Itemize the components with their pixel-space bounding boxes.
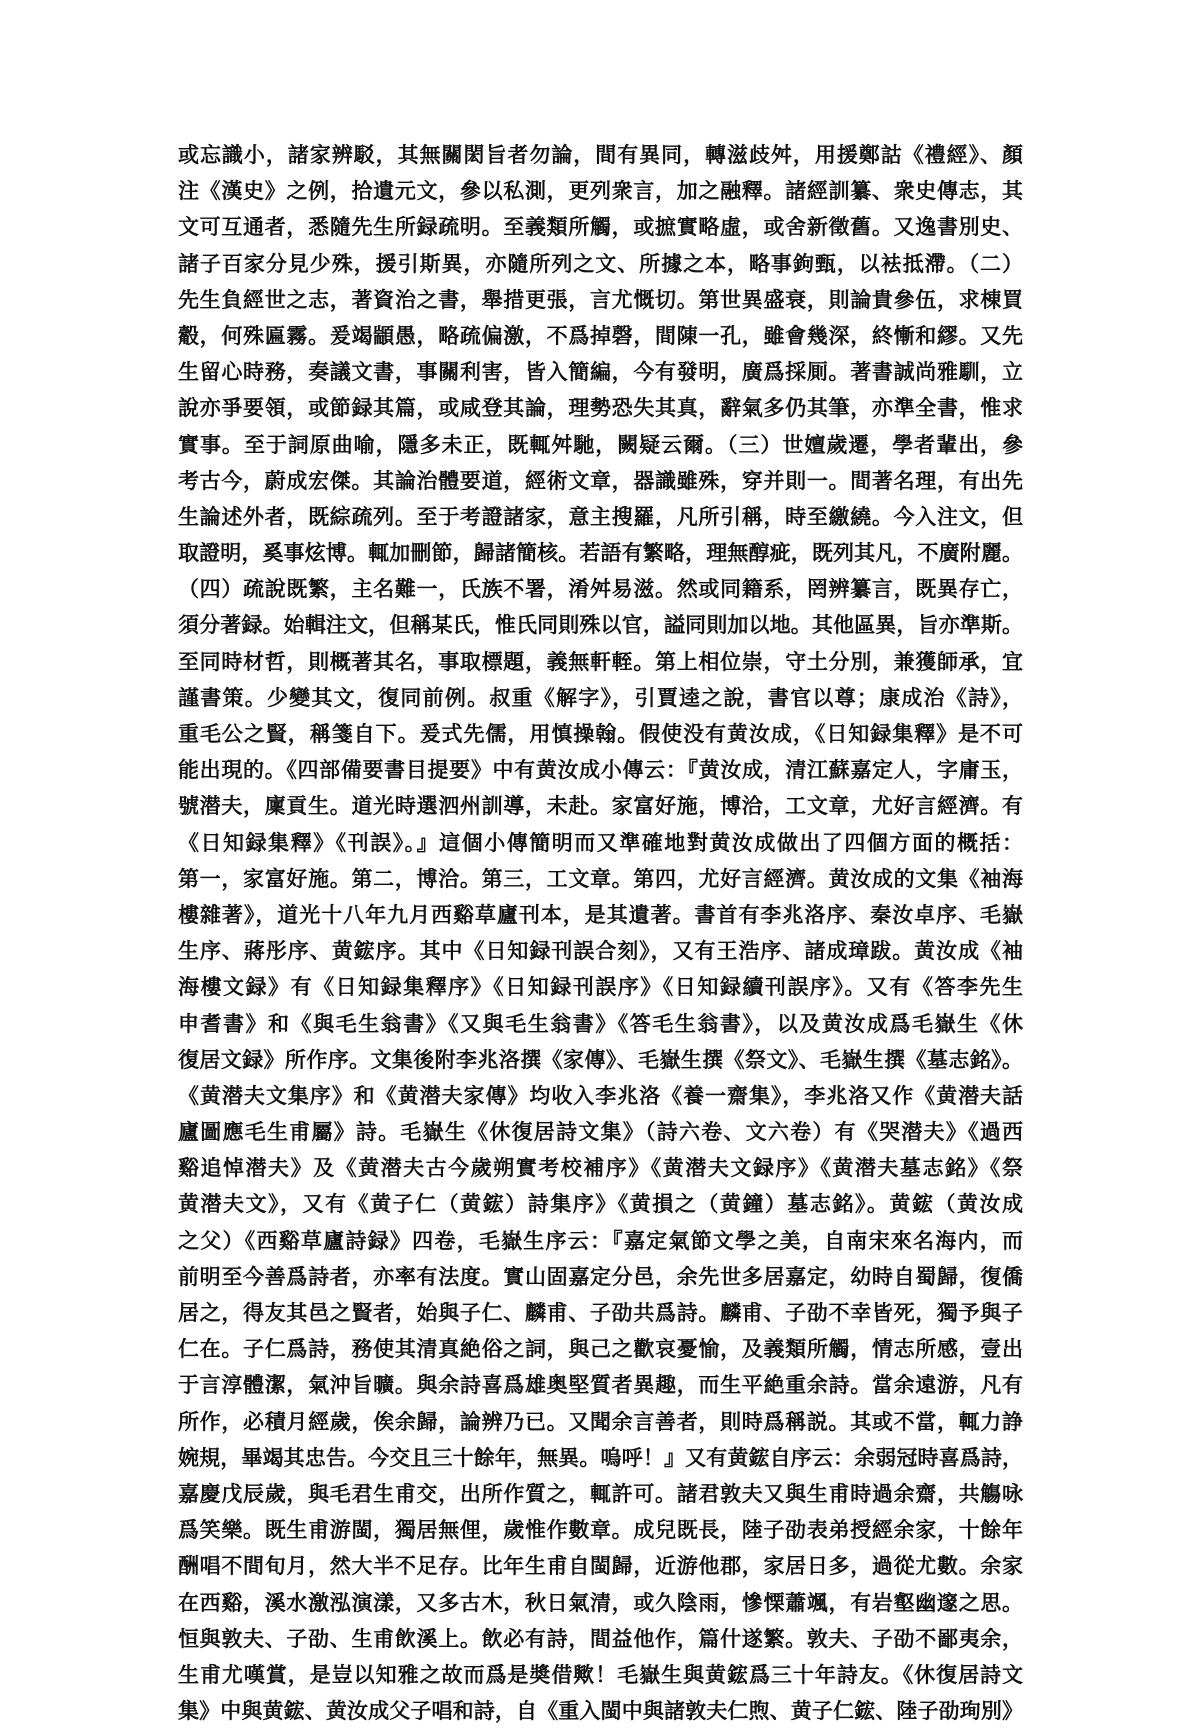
document-page — [178, 137, 1023, 1729]
text-line: 或忘識小，諸家辨駁，其無關閎旨者勿論，間有異同，轉滋歧舛，用援鄭詁《禮經》、顏 — [178, 143, 1023, 167]
text-line: 廬圖應毛生甫屬》詩。毛嶽生《休復居詩文集》（詩六卷、文六卷）有《哭潜夫》《過西 — [178, 1120, 1023, 1145]
text-line: 實事。至于詞原曲喻，隱多未正，既輒舛馳，闕疑云爾。（三）世嬗歲遷，學者輩出，參 — [178, 432, 1023, 457]
text-line: 集》中與黄鋐、黄汝成父子唱和詩，自《重入閩中與諸敦夫仁煦、黄子仁鋐、陸子劭珣別》 — [178, 1699, 1023, 1724]
text-line: 爲笑樂。既生甫游閩，獨居無俚，歲惟作數章。成兒既長，陸子劭表弟授經余家，十餘年 — [178, 1518, 1023, 1543]
text-line: 于言淳體潔，氣沖旨曠。與余詩喜爲雄奥堅質者異趣，而生平絶重余詩。當余遠游，凡有 — [178, 1373, 1023, 1398]
text-line: 號潜夫，廩貢生。道光時選泗州訓導，未赴。家富好施，博洽，工文章，尤好言經濟。有 — [178, 794, 1023, 819]
text-line: 嘉慶戊辰歲，與毛君生甫交，出所作質之，輒許可。諸君敦夫又與生甫時過余齋，共觴咏 — [178, 1481, 1023, 1506]
text-line: 說亦爭要領，或節録其篇，或咸登其論，理勢恐失其真，辭氣多仍其筆，亦準全書，惟求 — [178, 396, 1023, 421]
text-line: 取證明，奚事炫博。輒加刪節，歸諸簡核。若語有繁略，理無醇疵，既列其凡，不廣附麗。 — [178, 541, 1023, 566]
text-line: 至同時材哲，則概著其名，事取標題，義無軒輊。第上相位崇，守土分別，兼獲師承，宜 — [178, 649, 1023, 674]
text-line: 生甫尤嘆賞，是豈以知雅之故而爲是奬借歟！毛嶽生與黄鋐爲三十年詩友。《休復居詩文 — [178, 1662, 1023, 1687]
text-line: 先生負經世之志，著資治之書，舉措更張，言尤慨切。第世異盛衰，則論貴參伍，求棟買 — [178, 287, 1023, 312]
text-line: 酬唱不間旬月，然大半不足存。比年生甫自閩歸，近游他郡，家居日多，過從尤數。余家 — [178, 1554, 1023, 1579]
text-line: 《日知録集釋》《刊誤》。』這個小傳簡明而又準確地對黄汝成做出了四個方面的概括： — [178, 830, 1023, 855]
text-line: 在西谿，溪水激泓演漾，又多古木，秋日氣清，或久陰雨，慘慄蕭颯，有岩壑幽邃之思。 — [178, 1590, 1023, 1615]
text-line: 黄潜夫文》，又有《黄子仁（黄鋐）詩集序》《黄損之（黄鐘）墓志銘》。黄鋐（黄汝成 — [178, 1192, 1023, 1217]
text-line: （四）疏說既繁，主名難一，氏族不署，淆舛易滋。然或同籍系，罔辨纂言，既異存亡， — [178, 577, 1023, 602]
text-line: 注《漢史》之例，拾遺元文，參以私測，更列衆言，加之融釋。諸經訓纂、衆史傳志，其 — [178, 179, 1023, 204]
text-line: 能出現的。《四部備要書目提要》中有黄汝成小傳云：『黄汝成，清江蘇嘉定人，字庸玉， — [178, 758, 1023, 783]
text-line: 居之，得友其邑之賢者，始與子仁、麟甫、子劭共爲詩。麟甫、子劭不幸皆死，獨予與子 — [178, 1301, 1023, 1325]
text-line: 樓雜著》，道光十八年九月西谿草廬刊本，是其遺著。書首有李兆洛序、秦汝卓序、毛嶽 — [178, 902, 1023, 927]
text-line: 須分著録。始輯注文，但稱某氏，惟氏同則殊以官，謚同則加以地。其他區異，旨亦準斯。 — [178, 613, 1023, 638]
text-line: 生序、蔣彤序、黄鋐序。其中《日知録刊誤合刻》，又有王浩序、諸成璋跋。黄汝成《袖 — [178, 939, 1023, 964]
text-line: 恒與敦夫、子劭、生甫飲溪上。飲必有詩，間益他作，篇什遂繁。敦夫、子劭不鄙夷余， — [178, 1626, 1023, 1651]
text-line: 海樓文録》有《日知録集釋序》《日知録刊誤序》《日知録續刊誤序》。又有《答李先生 — [178, 975, 1023, 1000]
text-line: 第一，家富好施。第二，博洽。第三，工文章。第四，尤好言經濟。黄汝成的文集《袖海 — [178, 866, 1023, 891]
text-line: 婉規，畢竭其忠告。今交且三十餘年，無異。嗚呼！』又有黄鋐自序云：余弱冠時喜爲詩， — [178, 1445, 1023, 1470]
text-line: 《黄潜夫文集序》和《黄潜夫家傳》均收入李兆洛《養一齋集》，李兆洛又作《黄潜夫話 — [178, 1083, 1023, 1108]
text-line: 復居文録》所作序。文集後附李兆洛撰《家傳》、毛嶽生撰《祭文》、毛嶽生撰《墓志銘》。 — [178, 1047, 1023, 1072]
text-line: 觳，何殊匾霧。爰竭顓愚，略疏偏激，不爲掉磬，間陳一孔，雖會幾深，終慚和繆。又先 — [178, 323, 1023, 348]
text-line: 所作，必積月經歲，俟余歸，論辨乃已。又聞余言善者，則時爲稱説。其或不當，輒力諍 — [178, 1409, 1023, 1434]
text-line: 生留心時務，奏議文書，事關利害，皆入簡編，今有發明，廣爲採厠。著書誠尚雅馴，立 — [178, 360, 1023, 385]
text-line: 之父）《西谿草廬詩録》四卷，毛嶽生序云：『嘉定氣節文學之美，自南宋來名海内，而 — [178, 1228, 1023, 1253]
text-line: 諸子百家分見少殊，援引斯異，亦隨所列之文、所據之本，略事鉤甄，以袪抵滯。（二） — [178, 251, 1023, 276]
text-line: 谿追悼潜夫》及《黄潜夫古今歲朔實考校補序》《黄潜夫文録序》《黄潜夫墓志銘》《祭 — [178, 1156, 1023, 1181]
text-line: 文可互通者，悉隨先生所録疏明。至義類所觸，或摭實略虛，或舍新徵舊。又逸書別史、 — [178, 215, 1023, 240]
text-line: 謹書策。少變其文，復同前例。叔重《解字》，引賈逵之說，書官以尊；康成治《詩》， — [178, 685, 1023, 710]
text-line: 仁在。子仁爲詩，務使其清真絶俗之詞，與己之歡哀憂愉，及義類所觸，情志所感，壹出 — [178, 1337, 1023, 1362]
text-line: 申耆書》和《與毛生翁書》《又與毛生翁書》《答毛生翁書》，以及黄汝成爲毛嶽生《休 — [178, 1011, 1023, 1036]
text-line: 前明至今善爲詩者，亦率有法度。實山固嘉定分邑，余先世多居嘉定，幼時自蜀歸，復僑 — [178, 1264, 1023, 1289]
text-line: 考古今，蔚成宏傑。其論治體要道，經術文章，器識雖殊，穿并則一。間著名理，有出先 — [178, 468, 1023, 493]
text-line: 重毛公之賢，稱箋自下。爰式先儒，用慎操翰。假使没有黄汝成，《日知録集釋》是不可 — [178, 722, 1023, 746]
text-line: 生論述外者，既綜疏列。至于考證諸家，意主搜羅，凡所引稱，時至繳繞。今入注文，但 — [178, 504, 1023, 529]
